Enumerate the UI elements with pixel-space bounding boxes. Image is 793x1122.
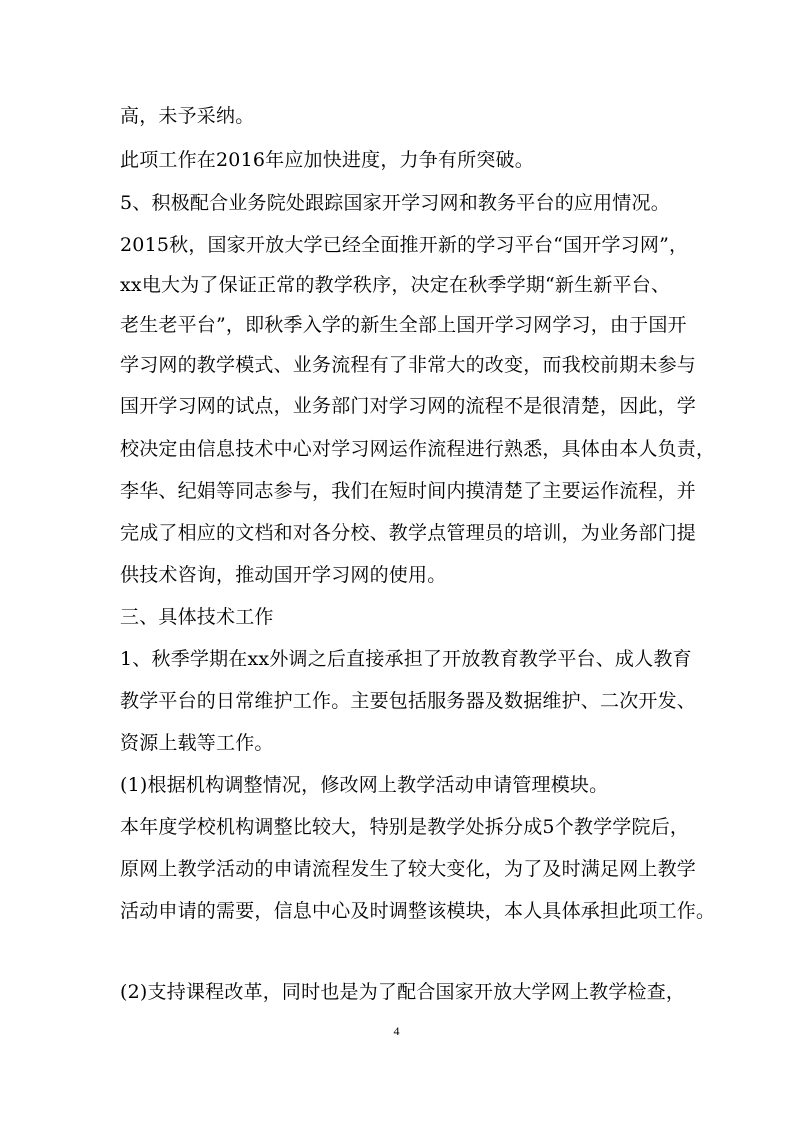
body-line-12: 供技术咨询，推动国开学习网的使用。	[120, 564, 447, 586]
body-line-10: 李华、纪娟等同志参与，我们在短时间内摸清楚了主要运作流程，并	[120, 480, 697, 502]
body-line-16: 资源上载等工作。	[120, 732, 274, 754]
body-line-17: (1)根据机构调整情况，修改网上教学活动申请管理模块。	[120, 774, 609, 796]
body-line-4: 2015秋，国家开放大学已经全面推开新的学习平台“国开学习网”，	[120, 234, 689, 256]
body-line-21: (2)支持课程改革，同时也是为了配合国家开放大学网上教学检查，	[120, 981, 686, 1003]
body-line-18: 本年度学校机构调整比较大，特别是教学处拆分成5个教学学院后，	[120, 816, 690, 838]
body-line-1: 高，未予采纳。	[120, 105, 255, 127]
body-line-5: xx电大为了保证正常的教学秩序，决定在秋季学期“新生新平台、	[120, 274, 671, 296]
body-line-11: 完成了相应的文档和对各分校、教学点管理员的培训，为业务部门提	[120, 522, 697, 544]
body-line-19: 原网上教学活动的申请流程发生了较大变化，为了及时满足网上教学	[120, 858, 697, 880]
body-line-20: 活动申请的需要，信息中心及时调整该模块，本人具体承担此项工作。	[120, 900, 716, 922]
body-line-15: 教学平台的日常维护工作。主要包括服务器及数据维护、二次开发、	[120, 690, 697, 712]
body-line-8: 国开学习网的试点，业务部门对学习网的流程不是很清楚，因此，学	[120, 395, 697, 417]
body-line-7: 学习网的教学模式、业务流程有了非常大的改变，而我校前期未参与	[120, 354, 697, 376]
body-line-2: 此项工作在2016年应加快进度，力争有所突破。	[120, 149, 534, 171]
section-heading: 三、具体技术工作	[120, 606, 274, 628]
body-line-3: 5、积极配合业务院处跟踪国家开学习网和教务平台的应用情况。	[120, 192, 670, 214]
body-line-14: 1、秋季学期在xx外调之后直接承担了开放教育教学平台、成人教育	[120, 648, 692, 670]
body-line-6: 老生老平台”，即秋季入学的新生全部上国开学习网学习，由于国开	[120, 314, 687, 336]
body-line-9: 校决定由信息技术中心对学习网运作流程进行熟悉，具体由本人负责，	[120, 438, 716, 460]
page-number: 4	[393, 1024, 400, 1038]
